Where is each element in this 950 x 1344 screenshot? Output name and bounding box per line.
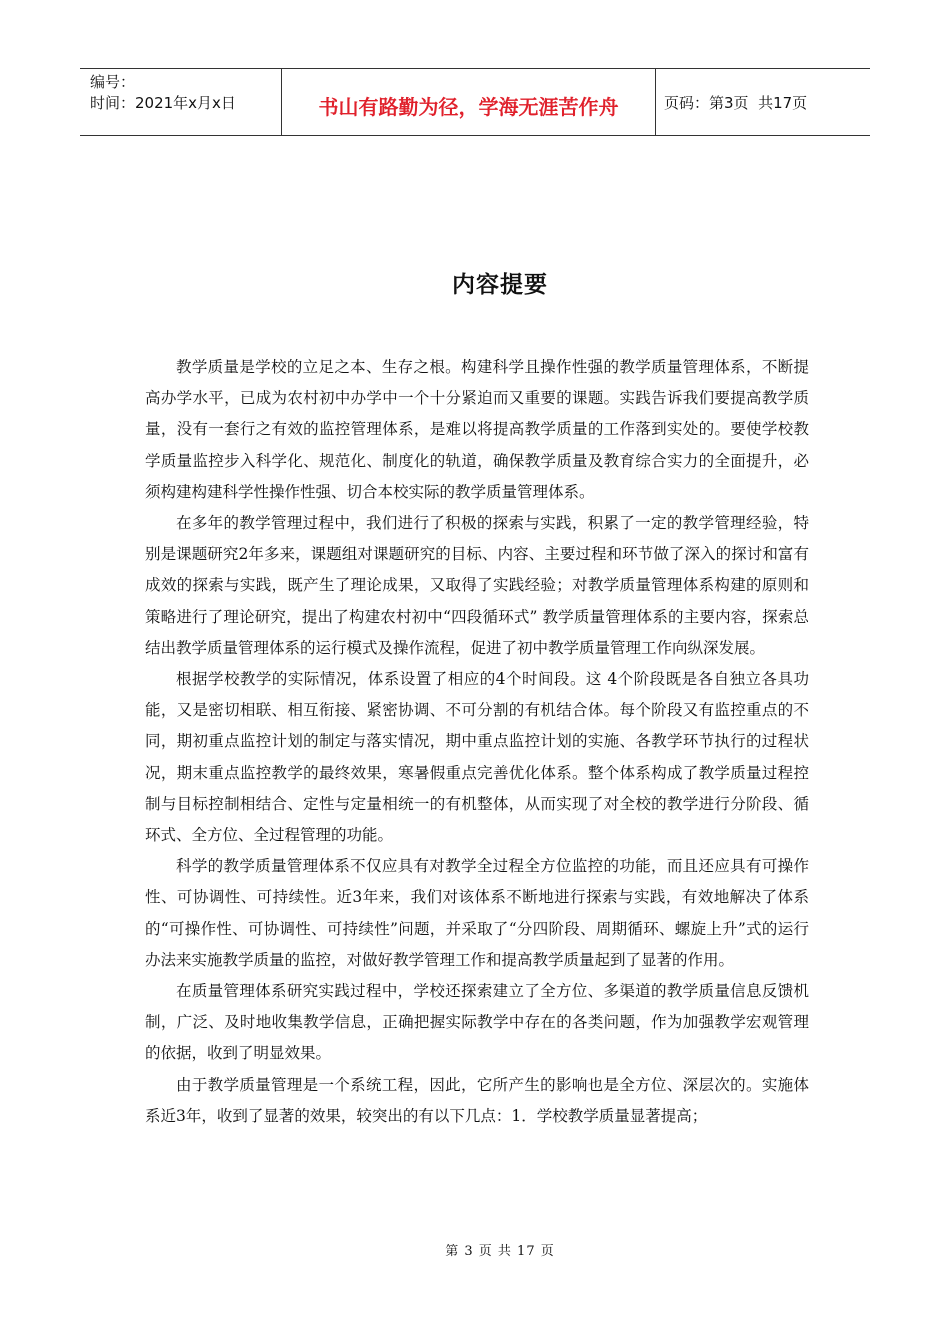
paragraph: 由于教学质量管理是一个系统工程，因此，它所产生的影响也是全方位、深层次的。实施体系近3年，收到了显著的效果，较突出的有以下几点：1．学校教学质量显著提高； [145,1075,809,1125]
page-footer: 第 3 页 共 17 页 [445,1244,555,1259]
paragraph: 科学的教学质量管理体系不仅应具有对教学全过程全方位监控的功能，而且还应具有可操作性、可协调性、可持续性。近3年来，我们对该体系不断地进行探索与实践，有效地解决了体系的“可操作性、可协调性、可持续性”问题，并采取了“分四阶段、周期循环、螺旋上升”式的运行办法来实施教学质量的监控，对做好教学管理工作和提高教学质量起到了显著的作用。 [145,857,809,969]
document-body [145,352,809,1132]
paragraph: 教学质量是学校的立足之本、生存之根。构建科学且操作性强的教学质量管理体系，不断提高办学水平，已成为农村初中办学中一个十分紧迫而又重要的课题。实践告诉我们要提高教学质量，没有一套行之有效的监控管理体系，是难以将提高教学质量的工作落到实处的。要使学校教学质量监控步入科学化、规范化、制度化的轨道，确保教学质量及教育综合实力的全面提升，必须构建构建科学性操作性强、切合本校实际的教学质量管理体系。 [145,358,809,501]
header-motto: 书山有路勤为径，学海无涯苦作舟 [318,94,619,119]
document-date-label: 时间：2021年x月x日 [90,94,236,112]
header-page-info: 页码：第3页 共17页 [664,93,808,112]
document-header [80,68,870,136]
header-page-cell [656,69,870,135]
paragraph: 在质量管理体系研究实践过程中，学校还探索建立了全方位、多渠道的教学质量信息反馈机制，广泛、及时地收集教学信息，正确把握实际教学中存在的各类问题，作为加强教学宏观管理的依据，收到了明显效果。 [145,982,809,1063]
paragraph: 在多年的教学管理过程中，我们进行了积极的探索与实践，积累了一定的教学管理经验，特别是课题研究2年多来，课题组对课题研究的目标、内容、主要过程和环节做了深入的探讨和富有成效的探索与实践，既产生了理论成果，又取得了实践经验；对教学质量管理体系构建的原则和策略进行了理论研究，提出了构建农村初中“四段循环式” 教学质量管理体系的主要内容，探索总结出教学质量管理体系的运行模式及操作流程，促进了初中教学质量管理工作向纵深发展。 [145,514,809,657]
page-title: 内容提要 [452,272,548,298]
document-number-label: 编号： [90,73,136,91]
paragraph: 根据学校教学的实际情况，体系设置了相应的4个时间段。这 4个阶段既是各自独立各具功能，又是密切相联、相互衔接、紧密协调、不可分割的有机结合体。每个阶段又有监控重点的不同，期初重点监控计划的制定与落实情况，期中重点监控计划的实施、各教学环节执行的过程状况，期末重点监控教学的最终效果，寒暑假重点完善优化体系。整个体系构成了教学质量过程控制与目标控制相结合、定性与定量相统一的有机整体，从而实现了对全校的教学进行分阶段、循环式、全方位、全过程管理的功能。 [145,670,809,845]
header-motto-cell [282,69,656,135]
header-meta-cell [80,69,282,135]
